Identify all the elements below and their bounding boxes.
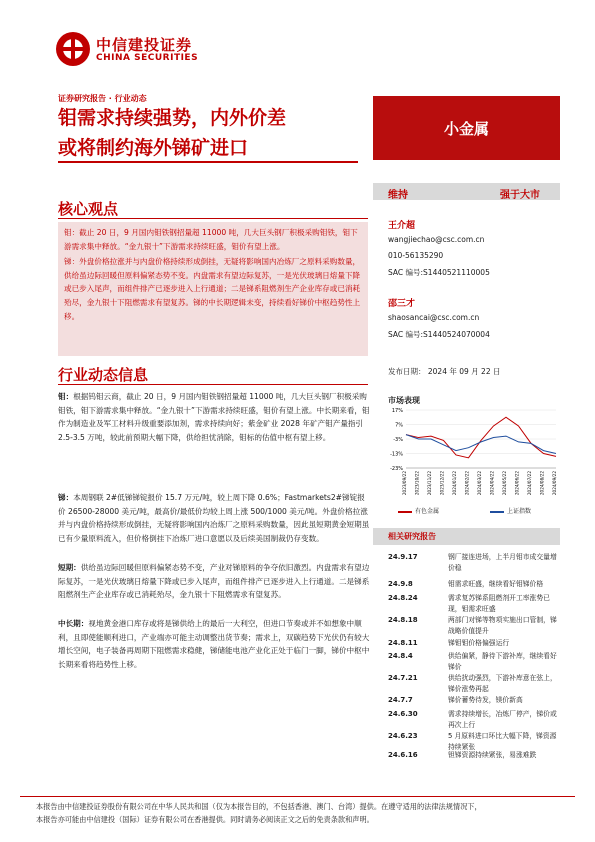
- related-research-date: 24.8.24: [388, 594, 418, 602]
- logo-name-en: CHINA SECURITIES: [96, 53, 199, 63]
- footer-line-1: 本报告由中信建投证券股份有限公司在中华人民共和国（仅为本报告目的，不包括香港、澳门、台湾）提供。在遵守适用的法律法规情况下，: [36, 802, 482, 811]
- paragraph-label: 短期：: [58, 563, 81, 572]
- related-research-date: 24.9.17: [388, 553, 418, 561]
- paragraph-text: 供给虽边际回暖但原料偏紧态势不变，产业对锑原料的争夺依旧激烈。内盘需求有望边际复苏，一是光伏玻璃日熔量下降或已步入尾声，而组件排产已逐步进入上行通道。二是锑系阻燃剂生产企业库存或已消耗殆尽，金九银十下阻燃需求有望复苏。: [58, 563, 370, 600]
- paragraph-label: 锑：: [58, 493, 74, 502]
- related-research-title-text: 供给偏紧，静待下游补库，继续看好锑价: [448, 652, 557, 671]
- market-performance-chart: [380, 406, 560, 518]
- related-research-title-text: 锑钼钼价格偏强运行: [448, 639, 510, 647]
- related-research-title: 相关研究报告: [388, 532, 436, 541]
- related-research-title-text: 两部门对锑等物项实施出口管制，锑战略价值提升: [448, 616, 557, 635]
- industry-short-term-paragraph: [58, 561, 370, 602]
- core-view-box: [58, 222, 368, 356]
- related-research-title-text: 钽锑资源持续紧张，易涨难跌: [448, 751, 537, 759]
- related-research-date: 24.6.23: [388, 732, 418, 740]
- x-tick-label: 2024/05/22: [502, 471, 507, 496]
- analyst-2-sac: SAC 编号:S1440524070004: [388, 330, 490, 339]
- x-tick-label: 2024/06/22: [514, 471, 520, 496]
- x-tick-label: 2024/02/22: [464, 471, 470, 496]
- paragraph-label: 钼：: [58, 392, 74, 401]
- industry-long-term-paragraph: [58, 617, 370, 671]
- x-tick-label: 2023/11/22: [427, 471, 432, 496]
- legend-series-1-label: 有色金属: [415, 508, 440, 515]
- rating-value: 强于大市: [500, 190, 540, 201]
- related-research-title-text: 供给扰动强烈，下游补库意在弦上，锑价涨势再起: [448, 674, 557, 693]
- company-logo: [56, 32, 216, 72]
- y-tick-label: -13%: [390, 451, 403, 458]
- core-view-divider: [58, 218, 368, 219]
- report-title: [58, 103, 368, 163]
- core-view-heading: 核心观点: [58, 200, 119, 218]
- x-tick-label: 2024/08/22: [539, 471, 545, 496]
- paragraph-text: 本周钢联 2#低锑锑锭报价 15.7 万元/吨，较上周下降 0.6%；Fastmarkets2#锑锭报价 26500-28000 美元/吨，最高价/最低价均较上周上涨 500/1000 美元/吨。外盘价格拉涨并与内盘价格持续形成倒挂，无疑将影响国内冶炼厂之原料采购数量，因此虽短期黄金短期虽已有少量原料流入，但价格倒挂下冶炼厂进口意愿以及后续美国制裁仍存变数。: [58, 493, 370, 543]
- y-tick-label: 7%: [395, 422, 403, 429]
- related-research-title-text: 钼需求旺盛，继续看好钼锑价格: [448, 580, 544, 588]
- y-tick-label: 17%: [391, 408, 403, 414]
- related-research-date: 24.8.11: [388, 639, 418, 647]
- analyst-2-name: 邵三才: [388, 299, 416, 309]
- x-tick-label: 2023/10/22: [414, 471, 420, 496]
- related-research-date: 24.8.18: [388, 616, 418, 624]
- industry-heading: 行业动态信息: [58, 366, 149, 384]
- related-research-title-text: 需求持续增长，冶炼厂停产，锑价或再次上行: [448, 710, 557, 729]
- footer-line-2: 本报告亦可能由中信建投（国际）证券有限公司在香港提供。同时请务必阅读正文之后的免责条款和声明。: [36, 815, 374, 824]
- analyst-1-sac: SAC 编号:S1440521110005: [388, 268, 490, 277]
- x-tick-label: 2024/03/22: [477, 471, 482, 496]
- industry-divider: [58, 384, 368, 385]
- analyst-1-phone: 010-56135290: [388, 251, 444, 260]
- related-research-title-text: 5 月原料进口环比大幅下降，锑资源持续紧张: [448, 732, 557, 751]
- related-research-date: 24.9.8: [388, 580, 413, 588]
- x-tick-label: 2024/07/22: [527, 471, 532, 496]
- publish-date: 发布日期： 2024 年 09 月 22 日: [388, 367, 501, 376]
- report-title-line-1: 钼需求持续强势，内外价差: [58, 107, 287, 129]
- core-view-molybdenum: 钼：截止 20 日，9 月国内钼铁钢招量超 11000 吨，几大巨头钢厂积极采购钼铁，钼下游需求集中释放。“金九银十”下游需求持续旺盛，钼价有望上涨。: [64, 228, 358, 251]
- series-line-2: [406, 435, 556, 454]
- title-underline: [58, 161, 358, 163]
- market-performance-title: 市场表现: [388, 396, 420, 405]
- industry-antimony-paragraph: [58, 491, 370, 545]
- related-research-title-text: 锑价蓄势待发，镁价新高: [448, 696, 523, 704]
- sector-badge: 小金属: [373, 96, 560, 160]
- x-tick-label: 2024/09/22: [552, 471, 557, 496]
- x-tick-label: 2024/04/22: [489, 471, 495, 496]
- logo-name-cn: 中信建投证券: [96, 36, 193, 54]
- legend-series-2-label: 上证指数: [507, 508, 532, 515]
- related-research-date: 24.6.16: [388, 751, 418, 759]
- x-tick-label: 2023/09/22: [402, 471, 407, 496]
- report-type: 证券研究报告 · 行业动态: [58, 94, 147, 103]
- legend-series-1: [398, 506, 439, 515]
- analyst-1-email: wangjiechao@csc.com.cn: [388, 235, 485, 244]
- logo-emblem-icon: [56, 32, 90, 66]
- related-research-date: 24.6.30: [388, 710, 418, 718]
- related-research-title-text: 需求复苏锑系阻燃剂开工率涨势已现，钼需求旺盛: [448, 594, 550, 613]
- footer-disclaimer: [36, 800, 576, 826]
- related-research-date: 24.8.4: [388, 652, 413, 660]
- paragraph-text: 根据钨钼云商，截止 20 日，9 月国内钼铁钢招量超 11000 吨，几大巨头钢厂积极采购钼铁，钼下游需求集中释放。“金九银十”下游需求持续旺盛，钼价有望上涨。中长期来看，钼作为制造业及军工材料升级重要添加剂，需求持续向好；紫金矿业 2028 年矿产钼产量指引 2.5-3.5 万吨，较此前预期大幅下降，供给担忧消除，钼标的估值中枢有望上移。: [58, 392, 370, 442]
- related-research-date: 24.7.7: [388, 696, 413, 704]
- y-tick-label: -23%: [390, 466, 403, 472]
- industry-molybdenum-paragraph: [58, 390, 370, 444]
- paragraph-text: 视地黄金港口库存或将是锑供给上的最后一大利空，但进口节奏或并不如想象中顺利，且即使能顺利进口，产业端亦可能主动调整出货节奏；需求上，双碳趋势下光伏仍有较大增长空间，电子装备再周期下阻燃需求稳健，锑储能电池产业化正处于临门一脚，锑价中枢中长期来看将趋势性上移。: [58, 619, 370, 669]
- footer-divider: [20, 796, 575, 797]
- core-view-antimony: 锑：外盘价格拉涨并与内盘价格持续形成倒挂，无疑将影响国内冶炼厂之原料采购数量，供给虽边际回暖但原料偏紧态势不变。内盘需求有望边际复苏，一是光伏玻璃日熔量下降或已步入尾声，而组件排产已逐步进入上行通道；二是锑系阻燃剂生产企业库存或已消耗殆尽，金九银十下阻燃需求有望复苏。锑的中长期逻辑未变，持续看好锑价中枢趋势性上移。: [64, 257, 361, 321]
- report-title-line-2: 或将制约海外锑矿进口: [58, 137, 249, 159]
- related-research-date: 24.7.21: [388, 674, 418, 682]
- x-tick-label: 2024/01/22: [452, 471, 457, 496]
- analyst-1-name: 王介超: [388, 221, 416, 231]
- y-tick-label: -3%: [393, 437, 403, 443]
- legend-series-2-swatch: [490, 511, 504, 513]
- rating-action: 维持: [388, 190, 408, 201]
- analyst-2-email: shaosancai@csc.com.cn: [388, 313, 480, 322]
- related-research-title-text: 钢厂接连进场，上半月钼市成交量增价稳: [448, 553, 557, 572]
- paragraph-label: 中长期：: [58, 619, 89, 628]
- legend-series-1-swatch: [398, 511, 412, 513]
- series-line-1: [406, 417, 556, 458]
- x-tick-label: 2023/12/22: [439, 471, 445, 496]
- legend-series-2: [490, 506, 531, 515]
